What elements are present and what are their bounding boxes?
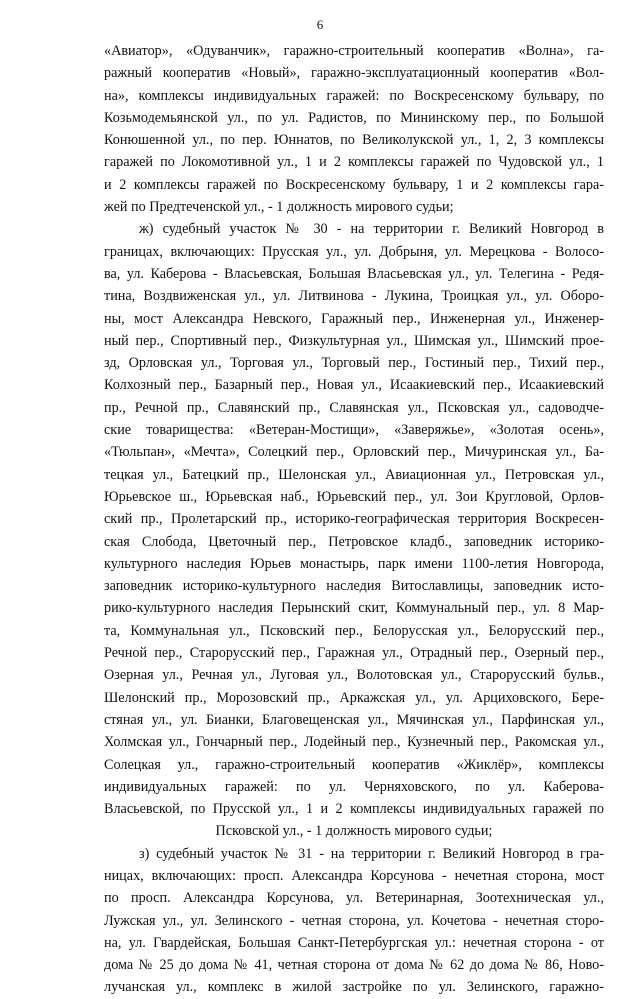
text-line: индивидуальных гаражей: по ул. Черняховского, по ул. Каберова- [104, 778, 604, 795]
text-line: ж) судебный участок № 30 - на территории г. Великий Новгород в [139, 221, 604, 238]
text-line: границах, включающих: Прусская ул., ул. Добрыня, ул. Мерецкова - Волосо- [104, 243, 604, 260]
text-line: Шелонский пр., Морозовский пр., Аркажская ул., ул. Арциховского, Бере- [104, 689, 604, 706]
text-line: «Тюльпан», «Мечта», Солецкий пер., Орловский пер., Мичуринская ул., Ба- [104, 444, 604, 461]
text-line: лучанская ул., комплекс в жилой застройке по ул. Зелинского, гаражно- [104, 979, 604, 996]
text-line: ный пер., Спортивный пер., Физкультурная ул., Шимская ул., Шимский прое- [104, 332, 604, 349]
text-line: гаражей по Локомотивной ул., 1 и 2 комплексы гаражей по Чудовской ул., 1 [104, 154, 604, 171]
text-line: Конюшенной ул., по пер. Юннатов, по Великолукской ул., 1, 2, 3 комплексы [104, 132, 604, 149]
text-line: «Авиатор», «Одуванчик», гаражно-строительный кооператив «Волна», га- [104, 43, 604, 59]
text-line: на», комплексы индивидуальных гаражей: по Воскресенскому бульвару, по [104, 87, 604, 104]
text-line: Юрьевское ш., Юрьевская наб., Юрьевский пер., ул. Зои Кругловой, Орлов- [104, 488, 604, 505]
text-line: тина, Воздвиженская ул., ул. Литвинова - Лукина, Троицкая ул., ул. Оборо- [104, 288, 604, 305]
text-line: Солецкая ул., гаражно-строительный кооператив «Жиклёр», комплексы [104, 756, 604, 773]
text-line: Козьмодемьянской ул., по ул. Радистов, по Мининскому пер., по Большой [104, 109, 604, 126]
text-line: ские товарищества: «Ветеран-Мостищи», «Заверяжье», «Золотая осень», [104, 422, 604, 439]
text-line: и 2 комплексы гаражей по Воскресенскому бульвару, 1 и 2 комплексы гара- [104, 176, 604, 193]
paragraph-cont [104, 40, 604, 218]
page-number: 6 [316, 17, 324, 32]
text-line: пр., Речной пр., Славянский пр., Славянская ул., Псковская ул., садоводче- [104, 399, 604, 416]
text-line: по просп. Александра Корсунова, ул. Ветеринарная, Зоотехническая ул., [104, 890, 604, 907]
document-body [104, 40, 604, 999]
paragraph-zh [104, 218, 604, 842]
text-line: Холмская ул., Гончарный пер., Лодейный пер., Кузнечный пер., Ракомская ул., [104, 734, 604, 751]
text-line: Лужская ул., ул. Зелинского - четная сторона, ул. Кочетова - нечетная сторо- [104, 912, 604, 929]
text-line: рико-культурного наследия Перынский скит, Коммунальный пер., ул. 8 Мар- [104, 600, 604, 617]
text-line: ны, мост Александра Невского, Гаражный пер., Инженерная ул., Инженер- [104, 310, 604, 327]
text-line: зд, Орловская ул., Торговая ул., Торговый пер., Гостиный пер., Тихий пер., [104, 355, 604, 372]
text-line: ницах, включающих: просп. Александра Корсунова - нечетная сторона, мост [104, 867, 604, 884]
text-line: стяная ул., ул. Бианки, Благовещенская ул., Мячинская ул., Парфинская ул., [104, 711, 604, 728]
text-line: тецкая ул., Батецкий пр., Шелонская ул., Авиационная ул., Петровская ул., [104, 466, 604, 483]
text-line: на, ул. Гвардейская, Большая Санкт-Петербургская ул.: нечетная сторона - от [104, 934, 604, 951]
text-line: Псковской ул., - 1 должность мирового судьи; [215, 823, 493, 840]
text-line: ва, ул. Каберова - Власьевская, Большая Власьевская ул., ул. Телегина - Редя- [104, 265, 604, 282]
text-line: та, Коммунальная ул., Псковский пер., Белорусская ул., Белорусский пер., [104, 622, 604, 639]
text-line: ский пр., Пролетарский пр., историко-географическая территория Воскресен- [104, 511, 604, 528]
text-line: з) судебный участок № 31 - на территории г. Великий Новгород в гра- [139, 845, 604, 862]
text-line: ражный кооператив «Новый», гаражно-эксплуатационный кооператив «Вол- [104, 65, 604, 82]
text-line: ская Слобода, Цветочный пер., Петровское кладб., заповедник историко- [104, 533, 604, 550]
text-line: Власьевской, по Прусской ул., 1 и 2 комплексы индивидуальных гаражей по [104, 801, 604, 818]
text-line: Озерная ул., Речная ул., Луговая ул., Волотовская ул., Старорусский бульв., [104, 667, 604, 684]
text-line: культурного наследия Юрьев монастырь, парк имени 1100-летия Новгорода, [104, 555, 604, 572]
paragraph-z [104, 843, 604, 999]
text-line: заповедник историко-культурного наследия Витославлицы, заповедник исто- [104, 578, 604, 595]
text-line: Колхозный пер., Базарный пер., Новая ул., Исаакиевский пер., Исаакиевский [104, 377, 604, 394]
text-line: дома № 25 до дома № 41, четная сторона от дома № 62 до дома № 86, Ново- [104, 957, 604, 974]
text-line: Речной пер., Старорусский пер., Гаражная ул., Отрадный пер., Озерный пер., [104, 645, 604, 662]
text-line: жей по Предтеченской ул., - 1 должность мирового судьи; [104, 199, 454, 216]
